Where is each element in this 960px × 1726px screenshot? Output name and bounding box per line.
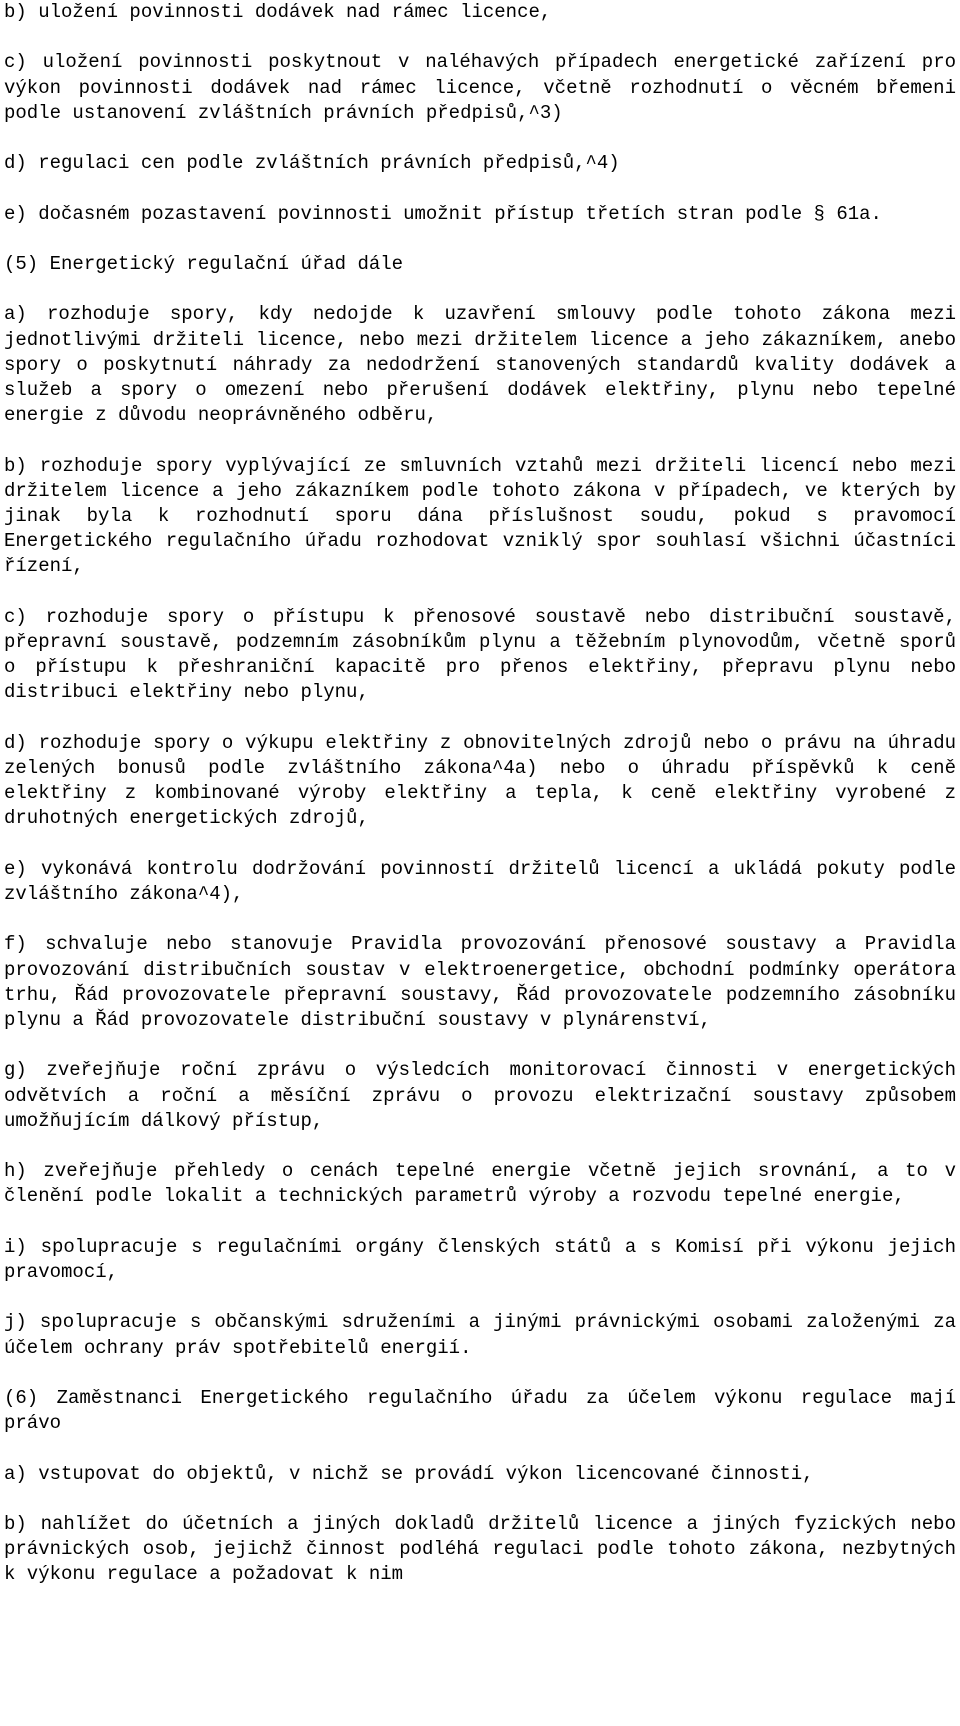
paragraph-5f: f) schvaluje nebo stanovuje Pravidla provozování přenosové soustavy a Pravidla provozování distribučních soustav v elektroenergetice, obchodní podmínky operátora trhu, Řád provozovatele přepravní soustavy, Řád provozovatele podzemního zásobníku plynu a Řád provozovatele distribuční soustavy v plynárenství, (4, 933, 956, 1031)
paragraph-5a: a) rozhoduje spory, kdy nedojde k uzavření smlouvy podle tohoto zákona mezi jednotlivými držiteli licence, nebo mezi držitelem licence a jeho zákazníkem, anebo spory o poskytnutí náhrady za nedodržení stanovených standardů kvality dodávek a služeb a spory o omezení nebo přerušení dodávek elektřiny, plynu nebo tepelné energie z důvodu neoprávněného odběru, (4, 303, 956, 427)
document-page (4, 0, 956, 1613)
paragraph-5h: h) zveřejňuje přehledy o cenách tepelné energie včetně jejich srovnání, a to v členění podle lokalit a technických parametrů výroby a rozvodu tepelné energie, (4, 1160, 956, 1208)
paragraph-e-suspension: e) dočasném pozastavení povinnosti umožnit přístup třetích stran podle § 61a. (4, 202, 882, 225)
paragraph-d-price-regulation: d) regulaci cen podle zvláštních právních předpisů,^4) (4, 152, 620, 175)
paragraph-5g: g) zveřejňuje roční zprávu o výsledcích monitorovací činnosti v energetických odvětvích a roční a měsíční zprávu o provozu elektrizační soustavy způsobem umožňujícím dálkový přístup, (4, 1059, 956, 1132)
paragraph-5e: e) vykonává kontrolu dodržování povinností držitelů licencí a ukládá pokuty podle zvláštního zákona^4), (4, 857, 956, 905)
paragraph-c-obligation: c) uložení povinnosti poskytnout v naléhavých případech energetické zařízení pro výkon povinnosti dodávek nad rámec licence, včetně rozhodnutí o věcném břemeni podle ustanovení zvláštních právních předpisů,^3) (4, 51, 956, 124)
paragraph-b-obligation: b) uložení povinnosti dodávek nad rámec licence, (4, 1, 552, 23)
paragraph-6a: a) vstupovat do objektů, v nichž se provádí výkon licencované činnosti, (4, 1462, 814, 1485)
paragraph-5i: i) spolupracuje s regulačními orgány členských států a s Komisí při výkonu jejich pravomocí, (4, 1235, 956, 1283)
paragraph-5c: c) rozhoduje spory o přístupu k přenosové soustavě nebo distribuční soustavě, přepravní soustavě, podzemním zásobníkům plynu a těžebním plynovodům, včetně sporů o přístupu k přeshraniční kapacitě pro přenos elektřiny, přepravu plynu nebo distribuci elektřiny nebo plynu, (4, 605, 956, 704)
paragraph-5j: j) spolupracuje s občanskými sdruženími a jinými právnickými osobami založenými za účelem ochrany práv spotřebitelů energií. (4, 1311, 956, 1359)
paragraph-5b: b) rozhoduje spory vyplývající ze smluvních vztahů mezi držiteli licencí nebo mezi držitelem licence a jeho zákazníkem podle tohoto zákona v případech, ve kterých by jinak byla k rozhodnutí sporu dána příslušnost soudu, pokud s pravomocí Energetického regulačního úřadu rozhodovat vzniklý spor souhlasí všichni účastníci řízení, (4, 454, 956, 578)
paragraph-5d: d) rozhoduje spory o výkupu elektřiny z obnovitelných zdrojů nebo o právu na úhradu zelených bonusů podle zvláštního zákona^4a) nebo o úhradu příspěvků k ceně elektřiny z kombinované výroby elektřiny a tepla, k ceně elektřiny vyrobené z druhotných energetických zdrojů, (4, 731, 956, 830)
section-5-heading: (5) Energetický regulační úřad dále (4, 252, 404, 275)
section-6-heading: (6) Zaměstnanci Energetického regulačního úřadu za účelem výkonu regulace mají právo (4, 1386, 956, 1435)
paragraph-6b: b) nahlížet do účetních a jiných dokladů držitelů licence a jiných fyzických nebo právnických osob, jejichž činnost podléhá regulaci podle tohoto zákona, nezbytných k výkonu regulace a požadovat k nim (4, 1512, 956, 1586)
